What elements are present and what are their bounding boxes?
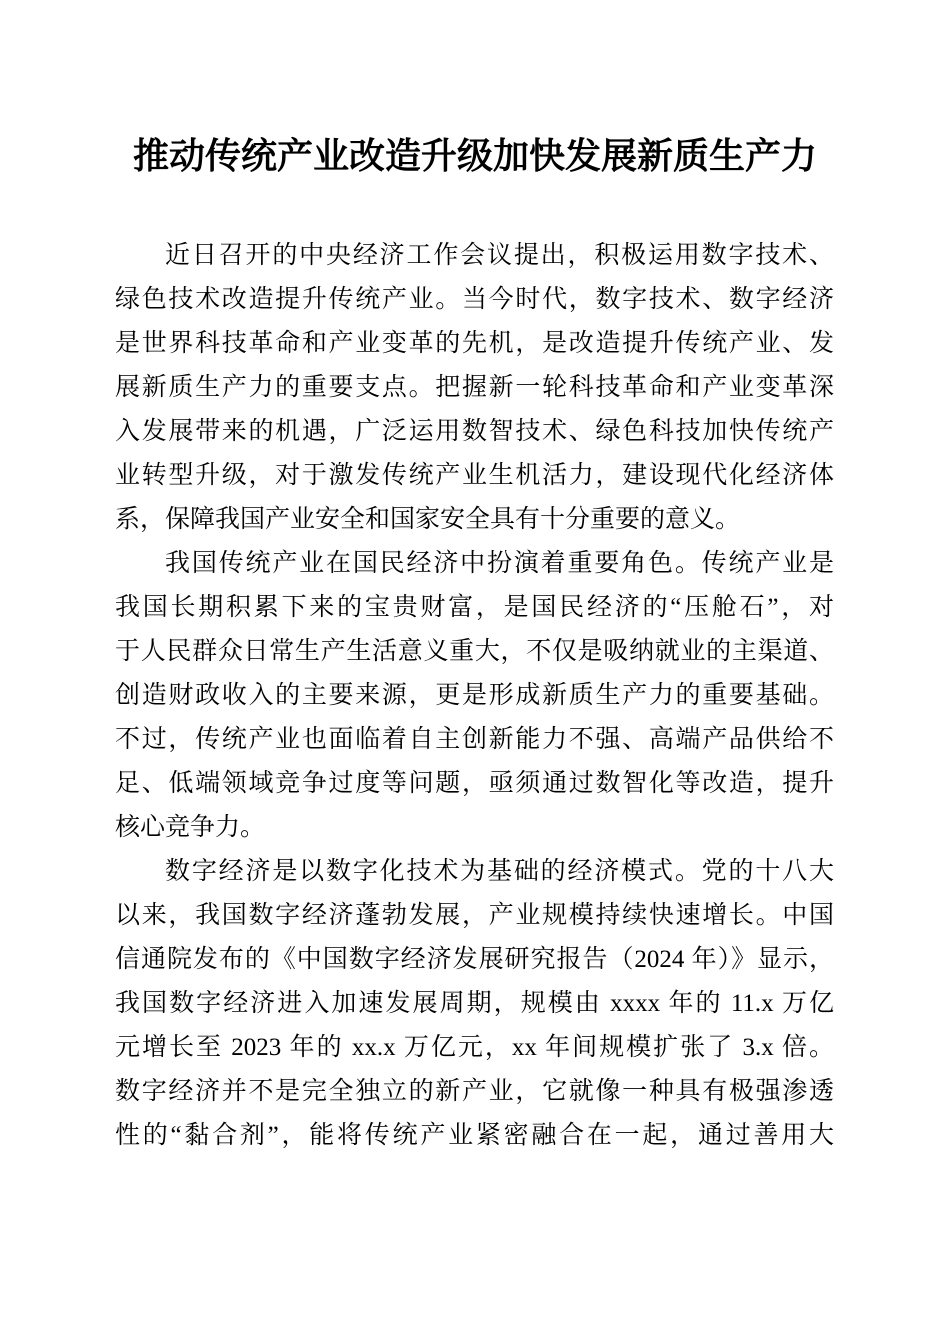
text-line: 信通院发布的《中国数字经济发展研究报告（2024 年）》显示， [115, 946, 834, 973]
text-line: 创造财政收入的主要来源，更是形成新质生产力的重要基础。 [115, 682, 834, 709]
text-line: 性的“黏合剂”，能将传统产业紧密融合在一起，通过善用大 [115, 1122, 834, 1149]
text-line: 入发展带来的机遇，广泛运用数智技术、绿色科技加快传统产 [115, 418, 834, 445]
text-line: 以来，我国数字经济蓬勃发展，产业规模持续快速增长。中国 [115, 902, 834, 929]
text-line: 数字经济并不是完全独立的新产业，它就像一种具有极强渗透 [115, 1078, 834, 1105]
text-line: 我国传统产业在国民经济中扮演着重要角色。传统产业是 [165, 550, 834, 577]
text-line: 展新质生产力的重要支点。把握新一轮科技革命和产业变革深 [115, 374, 834, 401]
text-line: 不过，传统产业也面临着自主创新能力不强、高端产品供给不 [115, 726, 834, 753]
text-line: 我国数字经济进入加速发展周期，规模由 xxxx 年的 11.x 万亿 [115, 990, 834, 1017]
text-line: 核心竞争力。 [115, 814, 266, 841]
document-title: 推动传统产业改造升级加快发展新质生产力 [132, 136, 817, 176]
text-line: 数字经济是以数字化技术为基础的经济模式。党的十八大 [165, 858, 834, 885]
text-line: 于人民群众日常生产生活意义重大，不仅是吸纳就业的主渠道、 [115, 638, 834, 665]
text-line: 绿色技术改造提升传统产业。当今时代，数字技术、数字经济 [115, 286, 834, 313]
document-body [115, 234, 834, 1158]
text-line: 是世界科技革命和产业变革的先机，是改造提升传统产业、发 [115, 330, 834, 357]
text-line: 足、低端领域竞争过度等问题，亟须通过数智化等改造，提升 [115, 770, 834, 797]
text-line: 元增长至 2023 年的 xx.x 万亿元，xx 年间规模扩张了 3.x 倍。 [115, 1034, 834, 1061]
text-line: 近日召开的中央经济工作会议提出，积极运用数字技术、 [165, 242, 834, 269]
text-line: 我国长期积累下来的宝贵财富，是国民经济的“压舱石”，对 [115, 594, 834, 621]
text-line: 业转型升级，对于激发传统产业生机活力，建设现代化经济体 [115, 462, 834, 489]
text-line: 系，保障我国产业安全和国家安全具有十分重要的意义。 [115, 506, 741, 533]
